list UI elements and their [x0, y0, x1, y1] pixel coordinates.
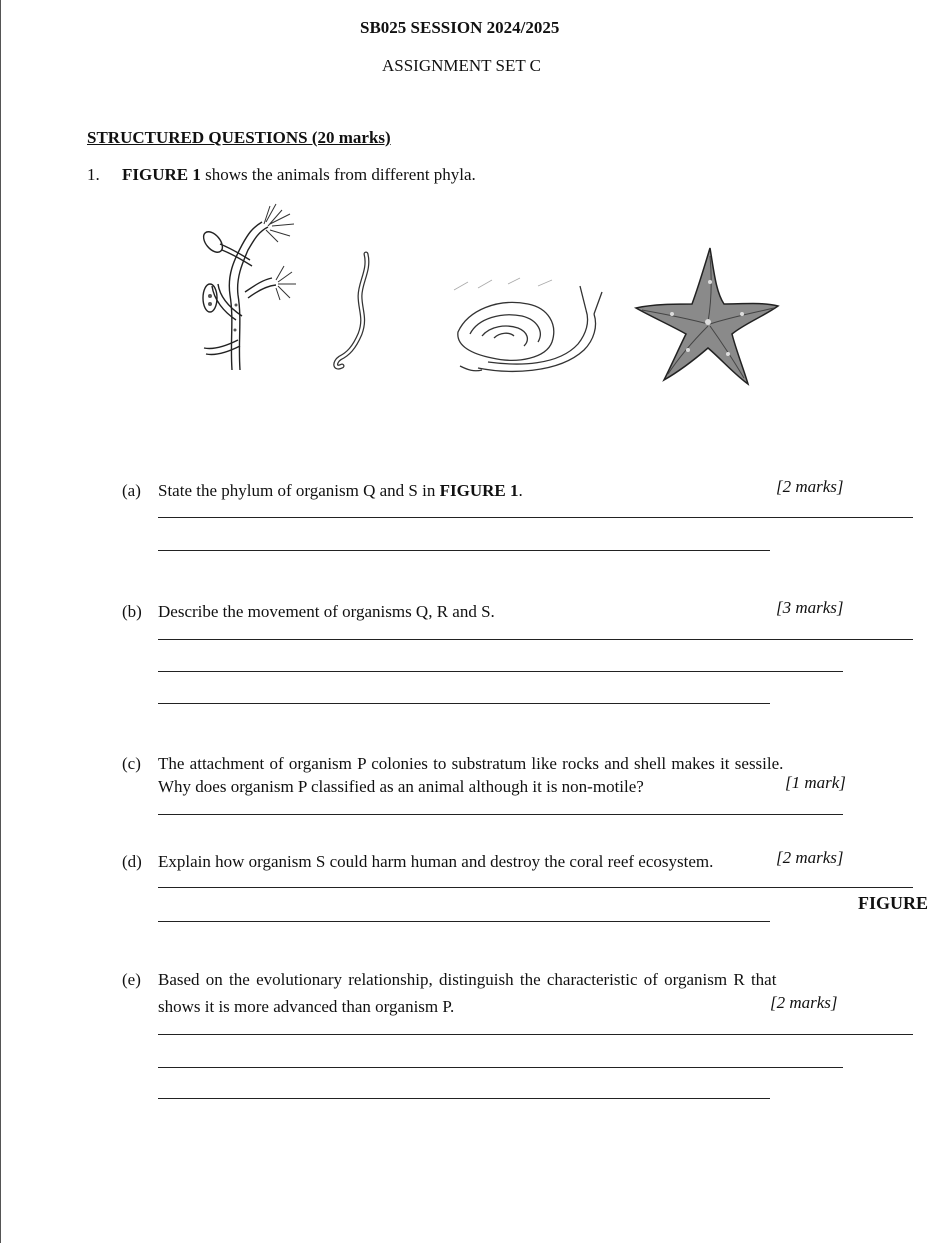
answer-line[interactable] [158, 1098, 770, 1099]
part-a-text-post: . [518, 481, 523, 500]
figure-overlay-label: FIGURE [858, 893, 929, 913]
part-a-text-pre: State the phylum of organism Q and S in [158, 481, 440, 500]
worm-icon [326, 250, 376, 375]
answer-line[interactable] [158, 921, 770, 922]
question-number: 1. [87, 165, 100, 184]
section-title: STRUCTURED QUESTIONS (20 marks) [87, 128, 391, 147]
answer-line[interactable] [158, 550, 770, 551]
part-b-question: Describe the movement of organisms Q, R and S. [158, 602, 495, 621]
answer-line[interactable] [158, 887, 913, 888]
answer-line[interactable] [158, 703, 770, 704]
answer-line[interactable] [158, 517, 913, 518]
part-a-question [158, 477, 523, 504]
answer-line[interactable] [158, 639, 913, 640]
part-e-label: (e) [122, 970, 141, 989]
part-d-question: Explain how organism S could harm human and destroy the coral reef ecosystem. [158, 852, 714, 871]
part-a-label: (a) [122, 481, 141, 500]
part-d-marks: [2 marks] [776, 848, 844, 867]
figure-ref: FIGURE 1 [122, 165, 201, 184]
part-a-figure-ref: FIGURE 1 [439, 481, 519, 500]
part-c-marks: [1 mark] [785, 773, 846, 792]
answer-line[interactable] [158, 814, 843, 815]
part-c-label: (c) [122, 754, 141, 773]
starfish-icon [632, 242, 782, 390]
question-intro [122, 165, 476, 185]
part-c-question-line1: The attachment of organism P colonies to substratum like rocks and shell makes it sessile. [158, 754, 784, 773]
session-title: SB025 SESSION 2024/2025 [360, 18, 560, 37]
part-b-label: (b) [122, 602, 142, 621]
question-intro-text: shows the animals from different phyla. [200, 165, 476, 184]
part-a-marks: [2 marks] [776, 477, 844, 496]
snail-icon [448, 270, 608, 380]
part-c-question-line2: Why does organism P classified as an animal although it is non-motile? [158, 777, 644, 796]
part-e-question-line1: Based on the evolutionary relationship, distinguish the characteristic of organism R that [158, 970, 777, 989]
part-e-marks: [2 marks] [770, 993, 838, 1012]
part-b-marks: [3 marks] [776, 598, 844, 617]
answer-line[interactable] [158, 1067, 843, 1068]
page-left-border [0, 0, 1, 1243]
answer-line[interactable] [158, 671, 843, 672]
part-d-label: (d) [122, 852, 142, 871]
assignment-title: ASSIGNMENT SET C [382, 56, 542, 75]
part-e-question-line2: shows it is more advanced than organism P. [158, 997, 455, 1016]
hydrozoan-colony-icon [190, 200, 300, 372]
answer-line[interactable] [158, 1034, 913, 1035]
